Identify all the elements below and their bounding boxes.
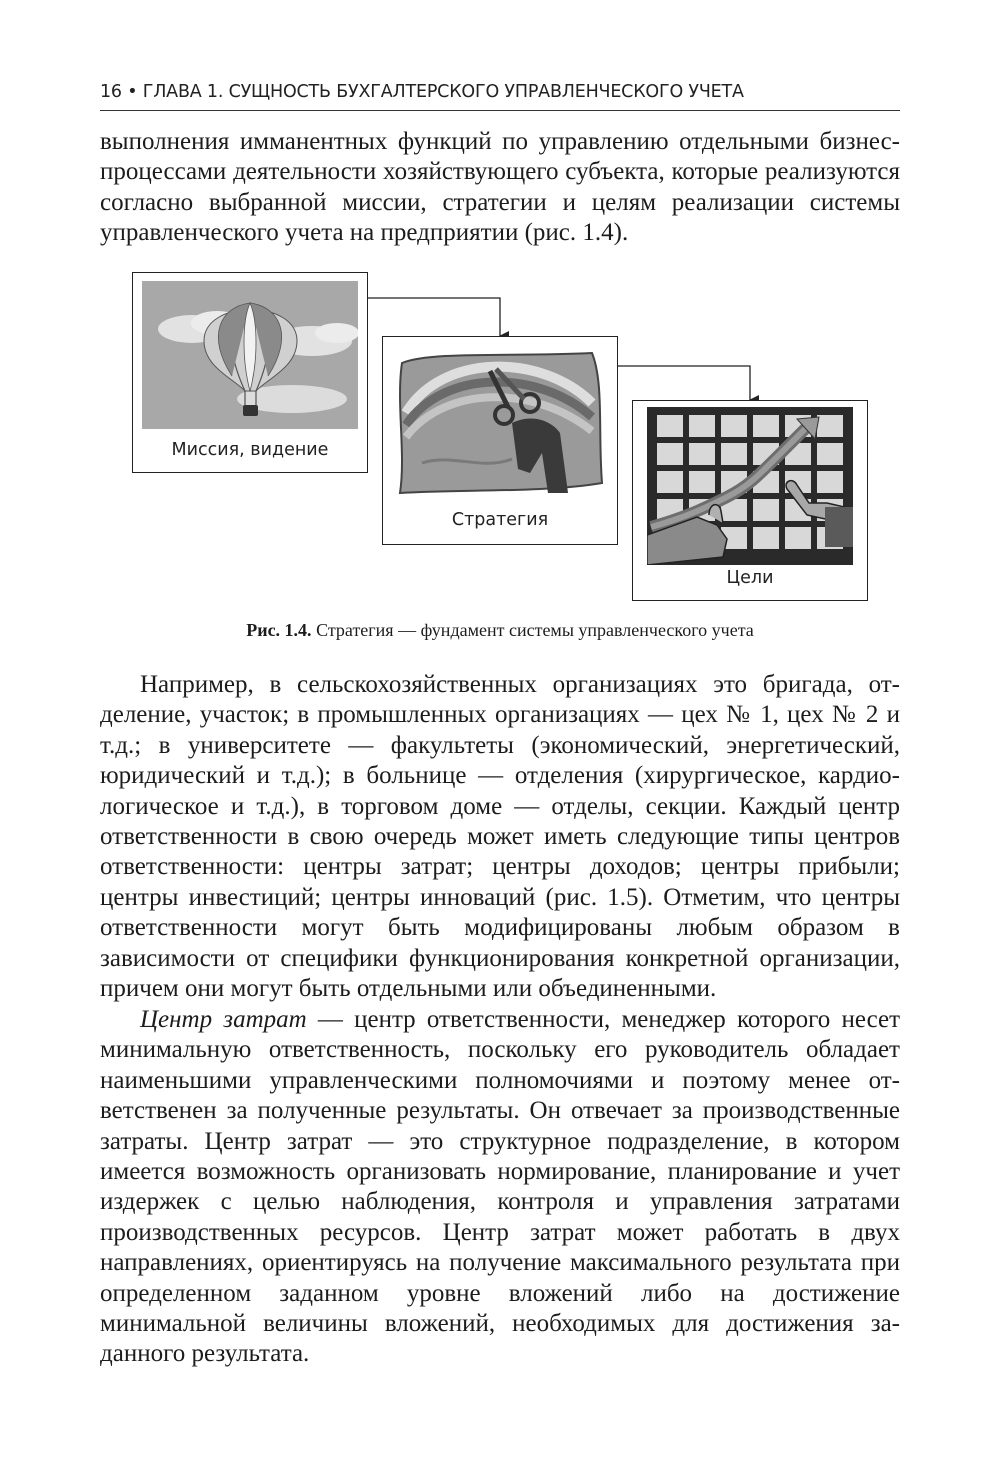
running-header [100,82,900,102]
intro-paragraph: выполнения имманентных функций по управлению отдельными бизнес-процессами деятельности хозяйствующего субъекта, которые реализуются согласно выбранной миссии, стратегии и целям реализации системы управленческого учета на предприятии (рис. 1.4). [100,128,900,247]
paragraph-responsibility-centers: Например, в сельскохозяйственных организациях это бригада, отделение, участок; в промышленных организациях — цех № 1, цех № 2 и т.д.; в университете — факультеты (экономический, энергетический, юридический и т.д.); в больнице — отделения (хирургическое, кардиологическое и т.д.), в торговом доме — отделы, секции. Каждый центр ответственности в свою очередь может иметь следующие типы центров ответственности: центры затрат; центры доходов; центры прибыли; центры инвестиций; центры инноваций (рис. 1.5). Отметим, что центры ответственности могут быть модифицированы любым образом в зависимости от специфики функционирования конкретной организации, причем они могут быть отдельными или объединенными. [100,671,900,1003]
page-number: 16 [100,82,122,102]
figure-label-goals: Цели [726,568,774,588]
figure-box-strategy [382,336,618,545]
figure-label-strategy: Стратегия [451,510,549,530]
term-cost-center: Центр затрат [140,1006,307,1033]
figure-box-mission [132,272,368,473]
header-bullet: • [127,82,138,102]
figure-label-mission: Миссия, видение [171,440,329,460]
header-rule [100,110,900,111]
paragraph-cost-center-body: — центр ответственности, менеджер которого несет минимальную ответственность, поскольку его руководитель обладает наименьшими управленческими полномочиями и поэтому менее ответственен за полученные результаты. Он отвечает за производственные затраты. Центр затрат — это структурное подразделение, в котором имеется возможность организовать нормирование, планирование и учет издержек с целью наблюдения, контроля и управления затратами производственных ресурсов. Центр затрат может работать в двух направлениях, ориентируясь на получение максимального результата при определенном заданном уровне вложений либо на достижение минимальной величины вложений, необходимых для достижения заданного результата. [100,1006,901,1368]
figure-caption-text: Стратегия — фундамент системы управленческого учета [316,620,754,640]
chapter-title: СУЩНОСТЬ БУХГАЛТЕРСКОГО УПРАВЛЕНЧЕСКОГО УЧЕТА [228,82,744,102]
connector-mission-to-strategy [368,298,500,336]
strategy-rainbow-scissors-icon [392,343,608,503]
chapter-number: ГЛАВА 1. [142,82,224,102]
figure-box-goals [632,400,868,601]
paragraph-cost-center [100,1005,900,1370]
figure-caption [100,620,900,641]
connector-strategy-to-goals [618,366,750,400]
growth-chart-handshake-icon [647,407,853,565]
hot-air-balloon-icon [142,281,358,429]
figure-caption-number: Рис. 1.4. [246,620,312,640]
